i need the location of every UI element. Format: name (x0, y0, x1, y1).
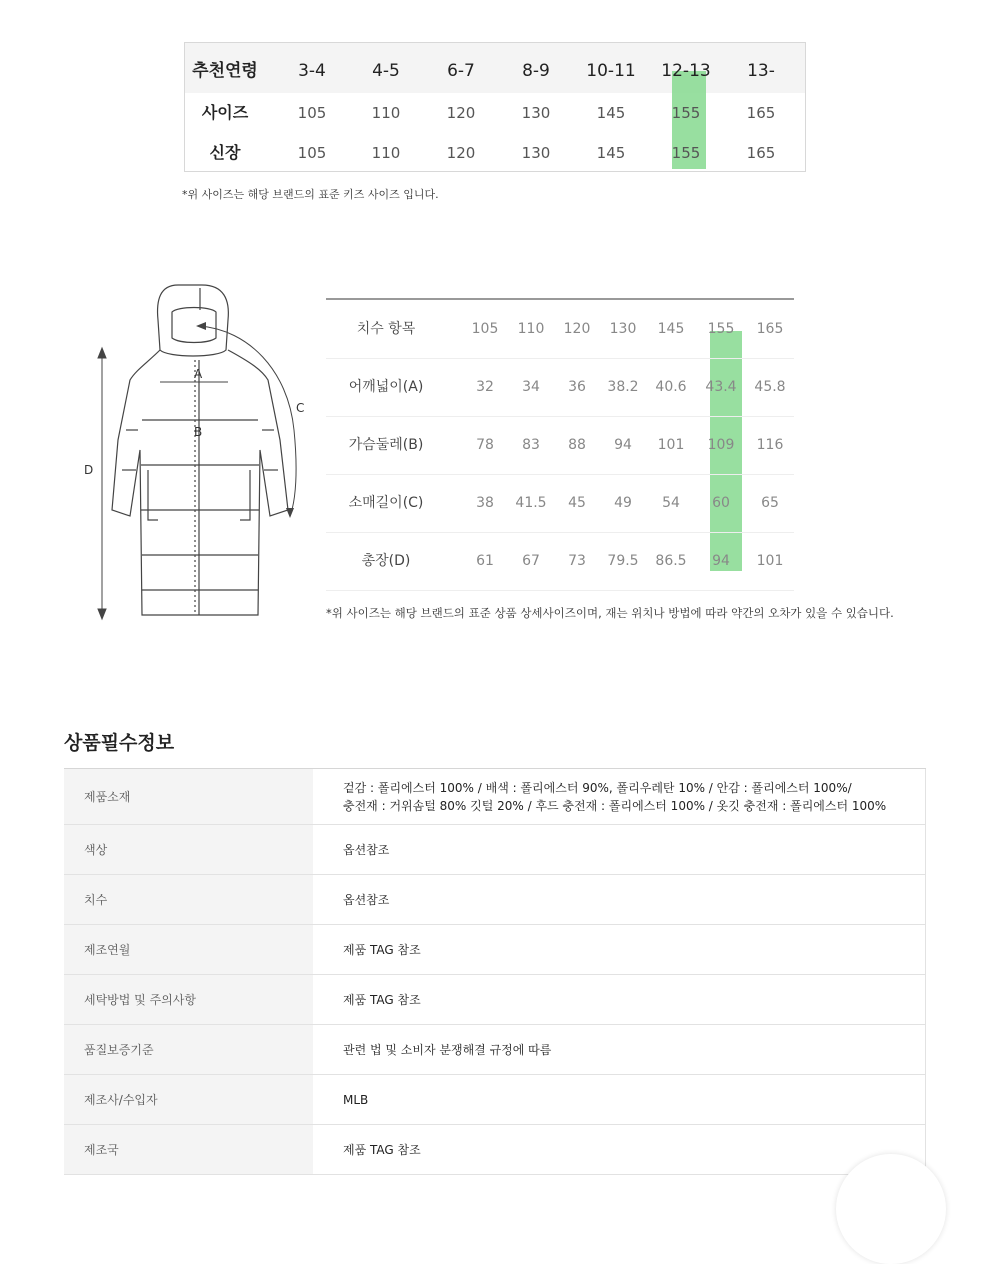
age-table-header-cell: 13- (747, 61, 775, 81)
measurement-cell: 40.6 (655, 379, 687, 395)
product-info-key: 제조연월 (64, 925, 313, 974)
measurement-size-header: 145 (657, 321, 685, 337)
measurement-row-chest (326, 416, 794, 475)
measurement-cell: 78 (476, 437, 494, 453)
measurement-cell: 94 (712, 553, 730, 569)
garment-label-c: C (296, 401, 305, 415)
measurement-cell: 38.2 (607, 379, 639, 395)
measurement-cell: 61 (476, 553, 494, 569)
product-info-key: 품질보증기준 (64, 1025, 313, 1074)
product-info-value-line: MLB (343, 1092, 369, 1107)
garment-label-b: B (194, 425, 203, 439)
measurement-cell: 32 (476, 379, 494, 395)
age-table-header-cell: 3-4 (298, 61, 326, 81)
recommended-age-table (184, 42, 806, 172)
product-info-value (313, 825, 926, 874)
measurement-header-row (326, 300, 794, 359)
age-table-header-cell: 6-7 (447, 61, 475, 81)
measurement-cell: 65 (761, 495, 779, 511)
product-info-value-line: 제품 TAG 참조 (343, 942, 421, 957)
product-info-value (313, 1125, 926, 1174)
product-info-value-line: 옵션참조 (343, 842, 390, 857)
measurement-cell: 45 (568, 495, 586, 511)
age-table-cell: 130 (521, 144, 551, 162)
measurement-note: *위 사이즈는 해당 브랜드의 표준 상품 상세사이즈이며, 재는 위치나 방법에 따라 약간의 오차가 있을 수 있습니다. (326, 606, 894, 620)
measurement-cell: 34 (522, 379, 540, 395)
age-table-header-cell: 8-9 (522, 61, 550, 81)
floating-circle-button[interactable] (836, 1154, 946, 1264)
product-info-table (64, 768, 926, 1175)
product-info-key: 치수 (64, 875, 313, 924)
measurement-cell: 54 (662, 495, 680, 511)
measurement-cell: 36 (568, 379, 586, 395)
garment-label-a: A (194, 367, 203, 381)
measurement-row-shoulder (326, 358, 794, 417)
product-info-value-line: 겉감 : 폴리에스터 100% / 배색 : 폴리에스터 90%, 폴리우레탄 10% / 안감 : 폴리에스터 100%/ (343, 780, 852, 795)
measurement-size-header: 165 (756, 321, 784, 337)
age-table-cell: 110 (371, 144, 401, 162)
product-info-key: 제조국 (64, 1125, 313, 1174)
measurement-size-header: 155 (707, 321, 735, 337)
product-info-value-line: 관련 법 및 소비자 분쟁해결 규정에 따름 (343, 1042, 552, 1057)
measurement-cell: 109 (707, 437, 735, 453)
age-table-cell: 155 (671, 104, 701, 122)
measurement-row-label: 어깨넓이(A) (348, 379, 424, 395)
age-table-cell: 145 (596, 104, 626, 122)
age-table-cell: 130 (521, 104, 551, 122)
measurement-cell: 73 (568, 553, 586, 569)
measurement-cell: 83 (522, 437, 540, 453)
age-table-cell: 120 (446, 104, 476, 122)
measurement-cell: 101 (756, 553, 784, 569)
product-info-row-warranty (64, 1025, 926, 1075)
measurement-cell: 38 (476, 495, 494, 511)
measurement-table (326, 298, 794, 592)
product-info-value (313, 975, 926, 1024)
age-table-row-size (185, 93, 805, 133)
age-table-row-height (185, 133, 805, 173)
measurement-row-length (326, 532, 794, 591)
product-info-key: 제품소재 (64, 769, 313, 824)
measurement-cell: 49 (614, 495, 632, 511)
padding-coat-illustration (78, 280, 318, 625)
product-info-row-manufactured (64, 925, 926, 975)
age-table-cell: 165 (746, 144, 776, 162)
product-info-row-maker (64, 1075, 926, 1125)
age-table-row-label: 사이즈 (201, 103, 249, 122)
product-info-value-line: 옵션참조 (343, 892, 390, 907)
measurement-cell: 43.4 (705, 379, 737, 395)
product-info-row-washing (64, 975, 926, 1025)
age-table-header-cell: 4-5 (372, 61, 400, 81)
measurement-cell: 41.5 (515, 495, 547, 511)
age-table-row-label: 신장 (209, 143, 241, 162)
measurement-size-header: 105 (471, 321, 499, 337)
product-info-value (313, 875, 926, 924)
age-table-header-cell: 12-13 (661, 61, 711, 81)
product-info-value (313, 925, 926, 974)
measurement-size-header: 120 (563, 321, 591, 337)
product-info-key: 제조사/수입자 (64, 1075, 313, 1124)
measurement-cell: 116 (756, 437, 784, 453)
garment-label-d: D (84, 463, 94, 477)
product-info-row-country (64, 1125, 926, 1175)
measurement-header-label: 치수 항목 (356, 321, 416, 337)
measurement-size-header: 130 (609, 321, 637, 337)
measurement-row-sleeve (326, 474, 794, 533)
age-table-note: *위 사이즈는 해당 브랜드의 표준 키즈 사이즈 입니다. (182, 188, 439, 201)
measurement-cell: 101 (657, 437, 685, 453)
product-info-value-line: 제품 TAG 참조 (343, 1142, 421, 1157)
product-info-value (313, 1025, 926, 1074)
product-info-value-line: 제품 TAG 참조 (343, 992, 421, 1007)
age-table-cell: 105 (297, 144, 327, 162)
measurement-row-label: 총장(D) (361, 553, 411, 569)
product-info-title: 상품필수정보 (64, 732, 175, 754)
age-table-header-row (185, 51, 805, 91)
age-table-cell: 120 (446, 144, 476, 162)
product-info-value (313, 769, 926, 824)
measurement-cell: 86.5 (655, 553, 687, 569)
product-info-key: 세탁방법 및 주의사항 (64, 975, 313, 1024)
measurement-cell: 79.5 (607, 553, 639, 569)
product-info-row-color (64, 825, 926, 875)
age-table-cell: 145 (596, 144, 626, 162)
age-table-cell: 155 (671, 144, 701, 162)
measurement-row-label: 소매길이(C) (348, 495, 424, 511)
product-info-row-material (64, 769, 926, 825)
age-table-header-label: 추천연령 (192, 61, 258, 81)
measurement-cell: 60 (712, 495, 730, 511)
age-table-cell: 105 (297, 104, 327, 122)
product-info-key: 색상 (64, 825, 313, 874)
age-table-header-cell: 10-11 (586, 61, 636, 81)
measurement-size-header: 110 (517, 321, 545, 337)
measurement-cell: 94 (614, 437, 632, 453)
product-info-row-size (64, 875, 926, 925)
age-table-cell: 110 (371, 104, 401, 122)
age-table-cell: 165 (746, 104, 776, 122)
measurement-cell: 67 (522, 553, 540, 569)
product-info-value-line: 충전재 : 거위솜털 80% 깃털 20% / 후드 충전재 : 폴리에스터 100% / 옷깃 충전재 : 폴리에스터 100% (343, 798, 887, 813)
measurement-cell: 88 (568, 437, 586, 453)
measurement-cell: 45.8 (754, 379, 786, 395)
measurement-row-label: 가슴둘레(B) (348, 437, 424, 453)
product-info-value (313, 1075, 926, 1124)
